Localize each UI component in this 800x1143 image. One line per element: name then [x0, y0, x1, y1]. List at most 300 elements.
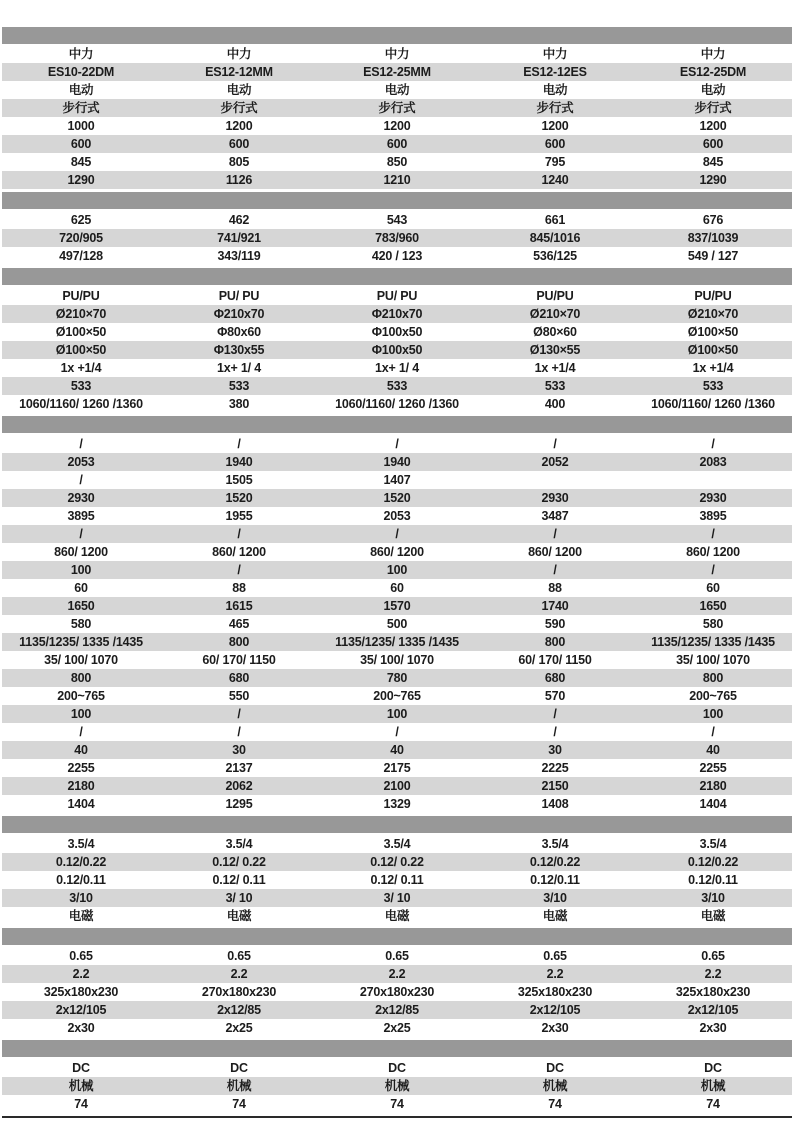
table-cell: 步行式	[220, 101, 258, 115]
table-cell: 3487	[541, 509, 569, 523]
table-cell	[634, 471, 792, 489]
table-cell: /	[79, 725, 83, 739]
table-row	[2, 1001, 792, 1019]
table-cell: 343/119	[217, 249, 261, 263]
table-cell: 60	[706, 581, 720, 595]
table-cell: 533	[386, 379, 408, 393]
table-cell: 74	[74, 1097, 88, 1111]
table-cell: Ø210×70	[687, 307, 739, 321]
table-cell: 步行式	[694, 101, 732, 115]
table-cell: 电动	[226, 83, 252, 97]
spec-table	[2, 27, 792, 1118]
table-cell: 1135/1235/ 1335 /1435	[19, 635, 143, 649]
table-cell: PU/ PU	[376, 289, 418, 303]
table-cell: 2.2	[546, 967, 564, 981]
table-cell: /	[553, 725, 557, 739]
table-cell: DC	[546, 1061, 564, 1075]
table-cell: 1940	[383, 455, 411, 469]
table-row	[2, 323, 792, 341]
table-cell: 845/1016	[529, 231, 581, 245]
table-cell: 2.2	[704, 967, 722, 981]
table-cell: /	[395, 437, 399, 451]
table-cell: 2.2	[388, 967, 406, 981]
table-cell: 电动	[700, 83, 726, 97]
table-row	[2, 579, 792, 597]
table-cell: 88	[548, 581, 562, 595]
table-cell: 780	[386, 671, 408, 685]
table-cell: 3/10	[543, 891, 567, 905]
table-cell: 30	[232, 743, 246, 757]
table-cell: 2930	[67, 491, 95, 505]
table-cell: /	[553, 527, 557, 541]
table-cell: 845	[702, 155, 724, 169]
table-cell: 1060/1160/ 1260 /1360	[19, 397, 143, 411]
table-row	[2, 525, 792, 543]
table-cell: 2150	[541, 779, 569, 793]
table-row	[2, 597, 792, 615]
table-cell: 676	[702, 213, 724, 227]
table-row	[2, 247, 792, 265]
table-cell: 机械	[700, 1079, 726, 1093]
table-cell: 837/1039	[687, 231, 739, 245]
table-cell: DC	[388, 1061, 406, 1075]
table-cell: 1570	[383, 599, 411, 613]
table-cell: 600	[386, 137, 408, 151]
table-row	[2, 489, 792, 507]
table-row	[2, 889, 792, 907]
table-cell: 中力	[542, 47, 568, 61]
table-cell: 1x +1/4	[534, 361, 576, 375]
table-cell: 420 / 123	[371, 249, 423, 263]
table-cell: /	[395, 725, 399, 739]
table-cell: 270x180x230	[359, 985, 435, 999]
table-cell: Ø100×50	[55, 325, 107, 339]
table-cell: 100	[386, 563, 408, 577]
table-cell: 600	[544, 137, 566, 151]
table-row	[2, 1019, 792, 1037]
table-cell: 1407	[383, 473, 411, 487]
table-row	[2, 741, 792, 759]
table-cell: 1615	[225, 599, 253, 613]
table-cell: 1200	[541, 119, 569, 133]
table-row	[2, 1077, 792, 1095]
table-cell: 1290	[699, 173, 727, 187]
table-row	[2, 341, 792, 359]
table-cell: 3/ 10	[225, 891, 253, 905]
table-cell: DC	[72, 1061, 90, 1075]
table-cell: 860/ 1200	[528, 545, 582, 559]
table-cell: 2053	[383, 509, 411, 523]
table-cell: 860/ 1200	[370, 545, 424, 559]
table-cell: 1060/1160/ 1260 /1360	[651, 397, 775, 411]
table-cell: DC	[230, 1061, 248, 1075]
table-cell: 533	[70, 379, 92, 393]
table-cell: /	[711, 725, 715, 739]
section-separator-bar	[2, 1040, 792, 1057]
table-cell: 465	[228, 617, 250, 631]
table-cell: 570	[544, 689, 566, 703]
table-cell: 1000	[67, 119, 95, 133]
table-cell: 325x180x230	[675, 985, 751, 999]
table-cell: 0.65	[701, 949, 725, 963]
table-cell: 电动	[384, 83, 410, 97]
table-row	[2, 871, 792, 889]
table-cell: 100	[702, 707, 724, 721]
table-row	[2, 117, 792, 135]
table-cell: /	[711, 527, 715, 541]
table-cell: 590	[544, 617, 566, 631]
table-cell: 543	[386, 213, 408, 227]
table-cell: Ø100×50	[687, 343, 739, 357]
table-cell: 3/10	[701, 891, 725, 905]
table-cell: 500	[386, 617, 408, 631]
table-cell: 3.5/4	[541, 837, 569, 851]
table-cell: 1650	[67, 599, 95, 613]
table-cell: PU/PU	[694, 289, 732, 303]
table-cell: 2062	[225, 779, 253, 793]
table-cell: 电磁	[68, 909, 94, 923]
table-cell: 2053	[67, 455, 95, 469]
table-cell: 0.65	[385, 949, 409, 963]
table-cell: 325x180x230	[517, 985, 593, 999]
table-cell: 0.12/ 0.22	[370, 855, 424, 869]
table-cell: 0.12/ 0.11	[212, 873, 266, 887]
table-cell: 2930	[541, 491, 569, 505]
table-cell: ES10-22DM	[47, 65, 115, 79]
table-cell: 0.65	[543, 949, 567, 963]
table-cell: 2180	[699, 779, 727, 793]
table-cell: 549 / 127	[687, 249, 739, 263]
table-cell: 800	[544, 635, 566, 649]
table-cell: 783/960	[375, 231, 419, 245]
table-cell: 2x30	[699, 1021, 727, 1035]
table-cell: 1x +1/4	[692, 361, 734, 375]
table-cell: Φ130x55	[213, 343, 265, 357]
table-row	[2, 651, 792, 669]
table-cell: 795	[544, 155, 566, 169]
table-cell: 1135/1235/ 1335 /1435	[335, 635, 459, 649]
table-cell: Φ210x70	[213, 307, 265, 321]
table-cell: 680	[544, 671, 566, 685]
table-cell: 741/921	[217, 231, 261, 245]
table-cell: 1650	[699, 599, 727, 613]
table-cell: 2x12/105	[687, 1003, 739, 1017]
table-cell: 1295	[225, 797, 253, 811]
table-cell: 580	[702, 617, 724, 631]
table-cell: /	[553, 563, 557, 577]
table-cell: 325x180x230	[43, 985, 119, 999]
table-cell: 0.12/0.22	[529, 855, 581, 869]
table-row	[2, 507, 792, 525]
table-cell: 机械	[384, 1079, 410, 1093]
table-row	[2, 229, 792, 247]
table-cell: /	[237, 437, 241, 451]
table-cell: Ø130×55	[529, 343, 581, 357]
table-cell: 580	[70, 617, 92, 631]
table-cell: 电磁	[700, 909, 726, 923]
table-cell: 2100	[383, 779, 411, 793]
table-cell: Φ100x50	[371, 343, 423, 357]
table-cell: 2930	[699, 491, 727, 505]
table-cell: 1x +1/4	[60, 361, 102, 375]
table-cell: 533	[228, 379, 250, 393]
table-cell: 0.12/0.22	[55, 855, 107, 869]
table-cell: 860/ 1200	[54, 545, 108, 559]
table-top-bar	[2, 27, 792, 44]
table-cell: /	[237, 707, 241, 721]
table-cell: 533	[544, 379, 566, 393]
table-cell: 600	[70, 137, 92, 151]
table-cell: 电磁	[542, 909, 568, 923]
table-cell: 600	[702, 137, 724, 151]
table-cell: 1329	[383, 797, 411, 811]
table-cell: Ø80×60	[533, 325, 577, 339]
table-cell: 中力	[384, 47, 410, 61]
table-row	[2, 153, 792, 171]
table-cell: Ø210×70	[529, 307, 581, 321]
table-cell: ES12-25DM	[679, 65, 747, 79]
table-cell: 860/ 1200	[212, 545, 266, 559]
table-cell: 1x+ 1/ 4	[217, 361, 261, 375]
table-cell: 步行式	[62, 101, 100, 115]
table-cell: 805	[228, 155, 250, 169]
table-cell: 1126	[225, 173, 253, 187]
table-row	[2, 99, 792, 117]
table-cell: 30	[548, 743, 562, 757]
table-row	[2, 81, 792, 99]
table-cell: 机械	[68, 1079, 94, 1093]
table-cell	[476, 471, 634, 489]
table-cell: 2175	[383, 761, 411, 775]
bottom-rule	[2, 1116, 792, 1118]
table-cell: 270x180x230	[201, 985, 277, 999]
table-cell: DC	[704, 1061, 722, 1075]
table-cell: 536/125	[533, 249, 577, 263]
table-cell: 1505	[225, 473, 253, 487]
table-cell: 200~765	[373, 689, 421, 703]
table-cell: 1240	[541, 173, 569, 187]
table-cell: Ø100×50	[55, 343, 107, 357]
table-cell: 2255	[699, 761, 727, 775]
table-row	[2, 63, 792, 81]
section-separator-bar	[2, 416, 792, 433]
table-cell: 0.65	[227, 949, 251, 963]
table-cell: 380	[228, 397, 250, 411]
table-cell: 2x25	[225, 1021, 253, 1035]
table-cell: 1955	[225, 509, 253, 523]
table-cell: 2180	[67, 779, 95, 793]
table-cell: 40	[390, 743, 404, 757]
table-cell: 1200	[225, 119, 253, 133]
table-cell: 2225	[541, 761, 569, 775]
table-cell: 74	[390, 1097, 404, 1111]
table-row	[2, 907, 792, 925]
table-cell: 0.12/ 0.11	[370, 873, 424, 887]
table-cell: 74	[232, 1097, 246, 1111]
table-cell: Ø210×70	[55, 307, 107, 321]
table-cell: 1x+ 1/ 4	[375, 361, 419, 375]
table-cell: 462	[228, 213, 250, 227]
table-cell: PU/PU	[62, 289, 100, 303]
table-cell: Φ100x50	[371, 325, 423, 339]
table-row	[2, 965, 792, 983]
table-row	[2, 669, 792, 687]
table-cell: 3.5/4	[383, 837, 411, 851]
table-row	[2, 561, 792, 579]
table-cell: 200~765	[57, 689, 105, 703]
table-row	[2, 471, 792, 489]
table-cell: 40	[74, 743, 88, 757]
table-cell: 1135/1235/ 1335 /1435	[651, 635, 775, 649]
table-row	[2, 983, 792, 1001]
table-cell: 0.12/0.11	[688, 873, 738, 887]
table-row	[2, 211, 792, 229]
table-cell: /	[553, 707, 557, 721]
table-cell: 0.12/0.11	[56, 873, 106, 887]
table-cell: 中力	[226, 47, 252, 61]
table-cell: ES12-12MM	[205, 65, 273, 79]
table-cell: 845	[70, 155, 92, 169]
table-cell: /	[79, 437, 83, 451]
table-cell: 2.2	[72, 967, 90, 981]
table-cell: 88	[232, 581, 246, 595]
table-cell: 625	[70, 213, 92, 227]
table-row	[2, 287, 792, 305]
table-cell: 0.65	[69, 949, 93, 963]
table-cell: 800	[702, 671, 724, 685]
table-cell: 2052	[541, 455, 569, 469]
table-cell: Φ210x70	[371, 307, 423, 321]
table-row	[2, 135, 792, 153]
table-row	[2, 1095, 792, 1113]
table-cell: 100	[70, 563, 92, 577]
table-cell: 100	[386, 707, 408, 721]
table-cell: 800	[70, 671, 92, 685]
table-cell: 2137	[225, 761, 253, 775]
table-cell: 60/ 170/ 1150	[518, 653, 592, 667]
table-cell: 2x30	[67, 1021, 95, 1035]
table-cell: 661	[544, 213, 566, 227]
table-cell: 3895	[699, 509, 727, 523]
table-cell: 2083	[699, 455, 727, 469]
table-cell: 35/ 100/ 1070	[44, 653, 118, 667]
table-cell: /	[553, 437, 557, 451]
table-row	[2, 615, 792, 633]
table-cell: 35/ 100/ 1070	[360, 653, 434, 667]
table-cell: 3.5/4	[225, 837, 253, 851]
table-row	[2, 947, 792, 965]
table-cell: 1060/1160/ 1260 /1360	[335, 397, 459, 411]
table-cell: 2x12/85	[375, 1003, 419, 1017]
table-cell: PU/PU	[536, 289, 574, 303]
section-separator-bar	[2, 928, 792, 945]
table-cell: ES12-12ES	[523, 65, 587, 79]
table-cell: 3/10	[69, 891, 93, 905]
table-cell: 1200	[699, 119, 727, 133]
section-separator-bar	[2, 268, 792, 285]
table-cell: 机械	[542, 1079, 568, 1093]
table-cell: 680	[228, 671, 250, 685]
table-cell: 1740	[541, 599, 569, 613]
table-row	[2, 795, 792, 813]
table-row	[2, 435, 792, 453]
table-cell: 1200	[383, 119, 411, 133]
table-row	[2, 777, 792, 795]
table-row	[2, 1059, 792, 1077]
table-cell: 74	[548, 1097, 562, 1111]
table-cell: /	[237, 527, 241, 541]
table-row	[2, 835, 792, 853]
table-cell: 步行式	[536, 101, 574, 115]
table-cell: 497/128	[59, 249, 103, 263]
table-row	[2, 359, 792, 377]
table-cell: 2x12/105	[529, 1003, 581, 1017]
table-cell: 60	[74, 581, 88, 595]
table-cell: PU/ PU	[218, 289, 260, 303]
table-row	[2, 759, 792, 777]
table-cell: /	[237, 725, 241, 739]
table-cell: 0.12/ 0.22	[212, 855, 266, 869]
table-cell: /	[711, 437, 715, 451]
table-cell: 860/ 1200	[686, 545, 740, 559]
table-cell: 100	[70, 707, 92, 721]
table-row	[2, 723, 792, 741]
table-cell: 2x30	[541, 1021, 569, 1035]
table-row	[2, 377, 792, 395]
table-row	[2, 687, 792, 705]
table-cell: 400	[544, 397, 566, 411]
table-cell: 533	[702, 379, 724, 393]
table-cell: Ø100×50	[687, 325, 739, 339]
table-cell: /	[395, 527, 399, 541]
table-cell: 600	[228, 137, 250, 151]
table-cell: 720/905	[59, 231, 103, 245]
table-cell: 步行式	[378, 101, 416, 115]
table-cell: 1940	[225, 455, 253, 469]
table-cell: 1408	[541, 797, 569, 811]
table-row	[2, 305, 792, 323]
table-cell: 2x12/105	[55, 1003, 107, 1017]
table-cell: /	[711, 563, 715, 577]
section-separator-bar	[2, 192, 792, 209]
table-row	[2, 633, 792, 651]
table-cell: /	[79, 527, 83, 541]
table-cell: 中力	[700, 47, 726, 61]
table-cell: 1210	[383, 173, 411, 187]
table-cell: 1520	[383, 491, 411, 505]
table-cell: 60/ 170/ 1150	[202, 653, 276, 667]
section-separator-bar	[2, 816, 792, 833]
table-cell: 电磁	[384, 909, 410, 923]
table-cell: /	[79, 473, 83, 487]
table-cell: 电动	[542, 83, 568, 97]
table-cell: 2x12/85	[217, 1003, 261, 1017]
table-cell: 3.5/4	[699, 837, 727, 851]
table-row	[2, 705, 792, 723]
table-cell: 3.5/4	[67, 837, 95, 851]
table-row	[2, 45, 792, 63]
table-cell: 40	[706, 743, 720, 757]
table-cell: 1404	[699, 797, 727, 811]
table-cell: 1520	[225, 491, 253, 505]
table-cell: 2x25	[383, 1021, 411, 1035]
table-cell: /	[237, 563, 241, 577]
table-cell: 机械	[226, 1079, 252, 1093]
table-cell: 1404	[67, 797, 95, 811]
table-row	[2, 171, 792, 189]
table-cell: 850	[386, 155, 408, 169]
table-cell: ES12-25MM	[363, 65, 431, 79]
